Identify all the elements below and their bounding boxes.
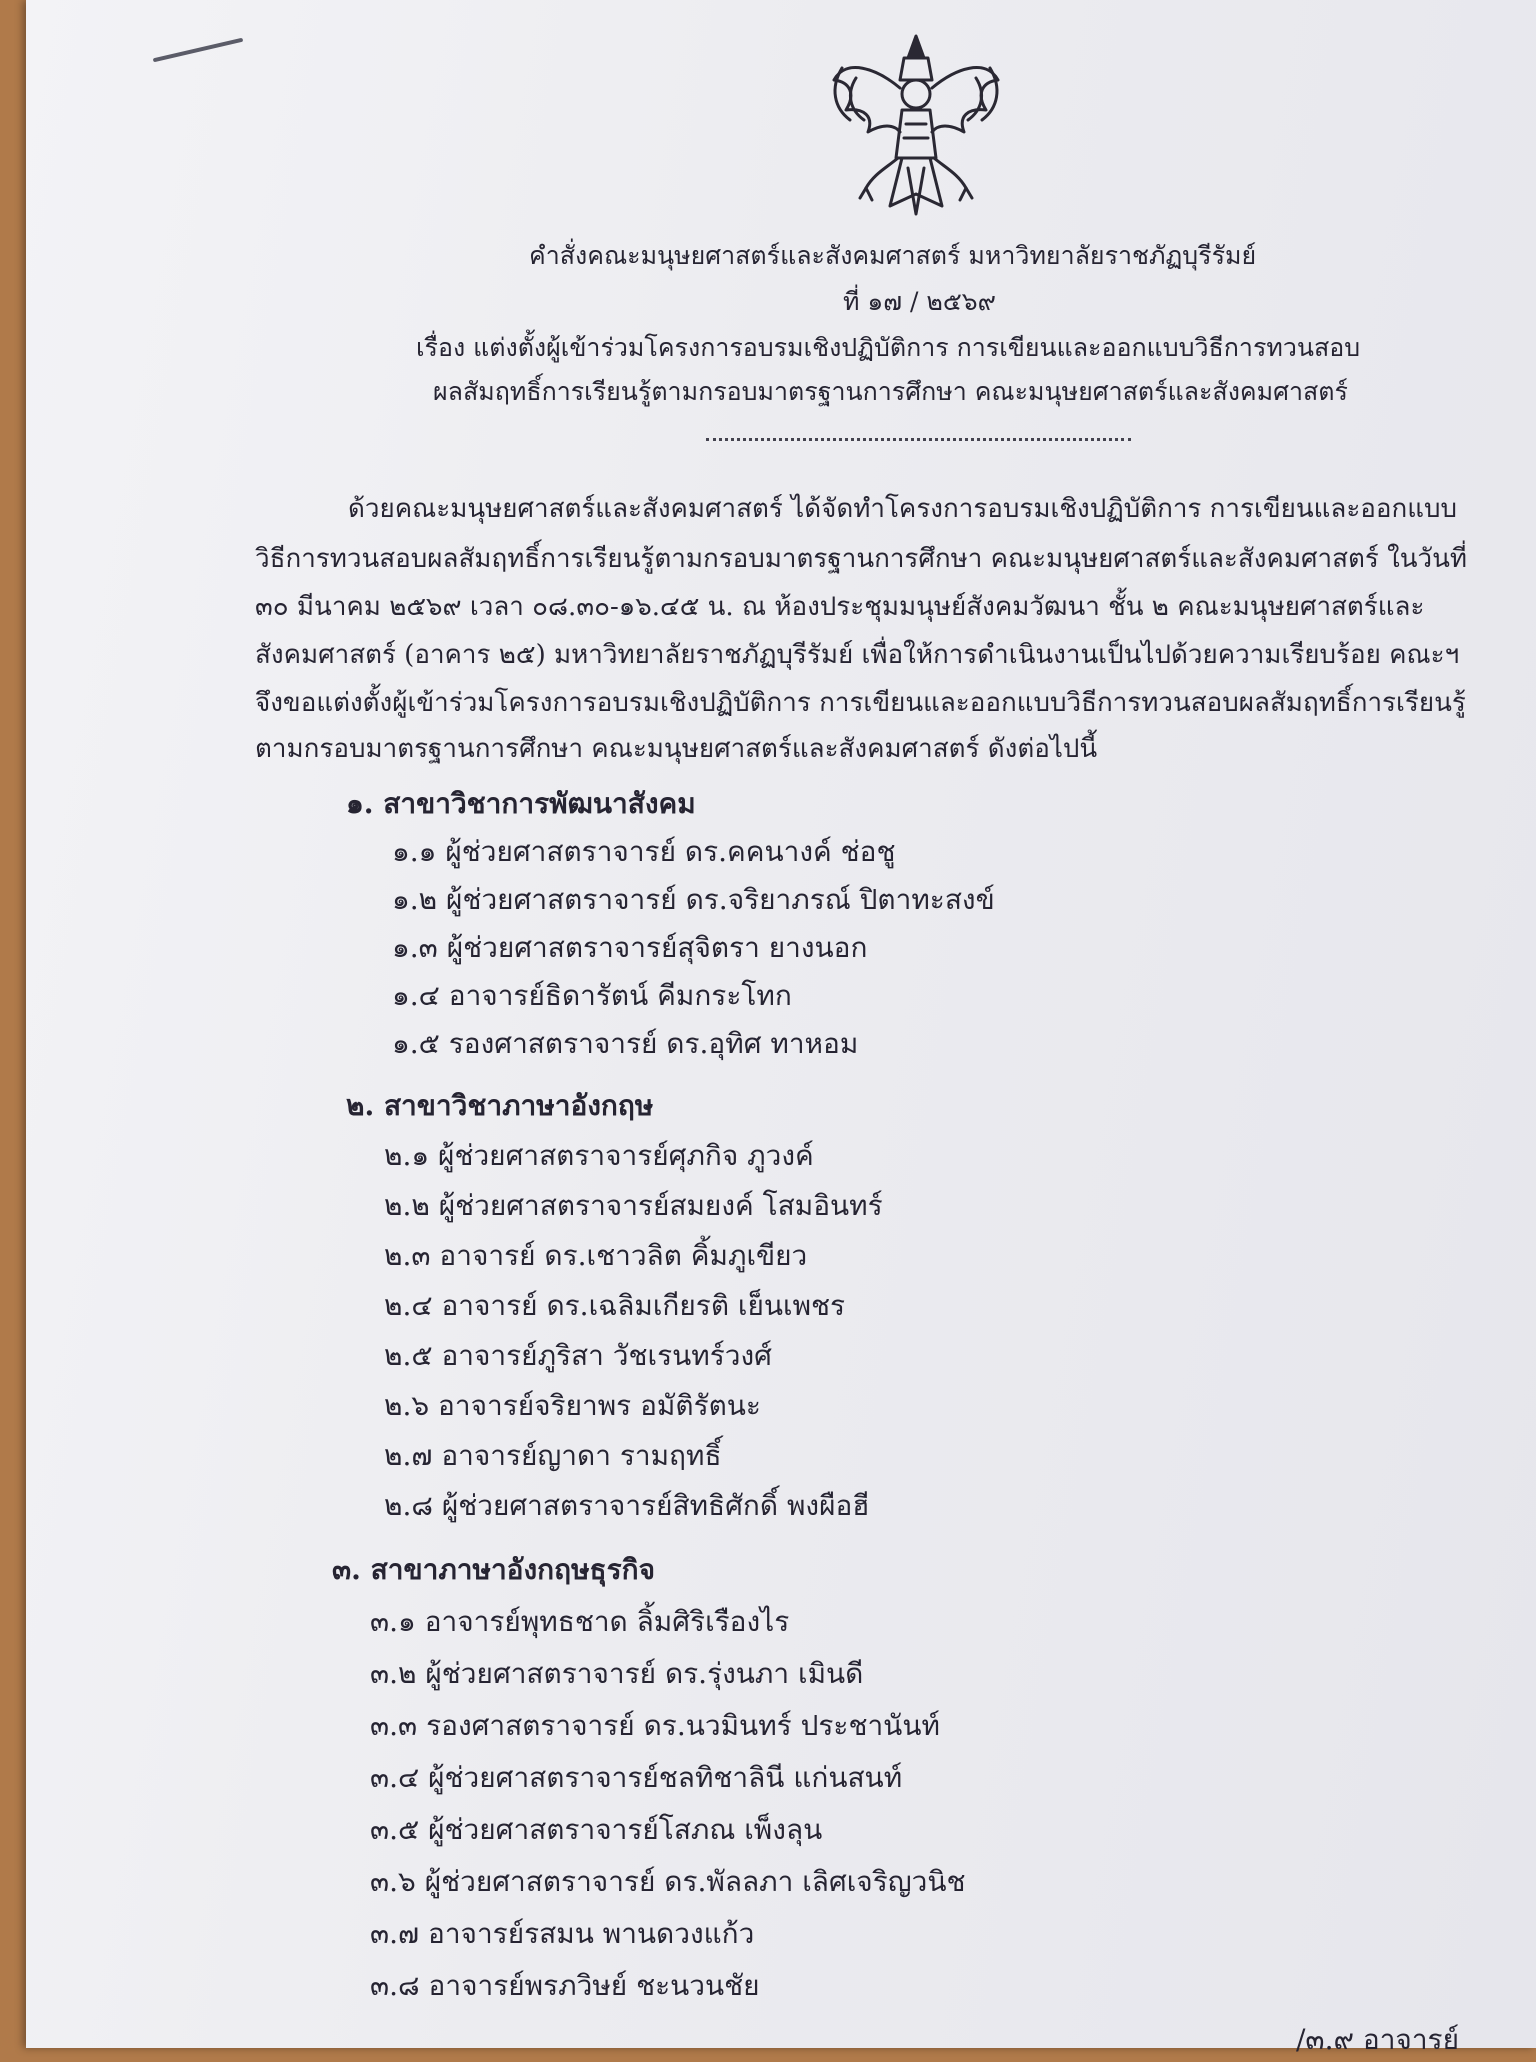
member-item: ๓.๒ ผู้ช่วยศาสตราจารย์ ดร.รุ่งนภา เมินดี xyxy=(370,1657,864,1690)
header-line-1: คำสั่งคณะมนุษยศาสตร์และสังคมศาสตร์ มหาวิทยาลัยราชภัฏบุรีรัมย์ xyxy=(529,241,1257,270)
member-item: ๓.๕ ผู้ช่วยศาสตราจารย์โสภณ เพ็งลุน xyxy=(370,1813,823,1846)
pen-mark xyxy=(153,38,244,63)
body-line: จึงขอแต่งตั้งผู้เข้าร่วมโครงการอบรมเชิงปฏิบัติการ การเขียนและออกแบบวิธีการทวนสอบผลสัมฤทธิ์การเรียนรู้ xyxy=(255,688,1466,718)
document-page xyxy=(26,0,1536,2056)
member-item: ๑.๓ ผู้ช่วยศาสตราจารย์สุจิตรา ยางนอก xyxy=(392,931,868,964)
body-line: ตามกรอบมาตรฐานการศึกษา คณะมนุษยศาสตร์และสังคมศาสตร์ ดังต่อไปนี้ xyxy=(255,734,1098,764)
member-item: ๑.๔ อาจารย์ธิดารัตน์ คีมกระโทก xyxy=(392,979,792,1012)
member-item: ๒.๒ ผู้ช่วยศาสตราจารย์สมยงค์ โสมอินทร์ xyxy=(384,1189,883,1222)
member-item: ๒.๗ อาจารย์ญาดา รามฤทธิ์ xyxy=(384,1439,722,1472)
section-title: ๑. สาขาวิชาการพัฒนาสังคม xyxy=(346,787,696,820)
body-line: ๓๐ มีนาคม ๒๕๖๙ เวลา ๐๘.๓๐-๑๖.๔๕ น. ณ ห้องประชุมมนุษย์สังคมวัฒนา ชั้น ๒ คณะมนุษยศาสตร์และ xyxy=(255,592,1425,622)
body-line: สังคมศาสตร์ (อาคาร ๒๕) มหาวิทยาลัยราชภัฏบุรีรัมย์ เพื่อให้การดำเนินงานเป็นไปด้วยความเรียบร้อย คณะฯ xyxy=(255,640,1460,670)
separator-dotted-line xyxy=(706,438,1131,441)
continuation-marker: /๓.๙ อาจารย์ xyxy=(1296,2023,1459,2056)
member-item: ๓.๘ อาจารย์พรภวิษย์ ชะนวนชัย xyxy=(370,1969,760,2002)
member-item: ๓.๗ อาจารย์รสมน พานดวงแก้ว xyxy=(370,1917,755,1950)
member-item: ๑.๑ ผู้ช่วยศาสตราจารย์ ดร.คคนางค์ ช่อชู xyxy=(392,835,896,868)
member-item: ๒.๘ ผู้ช่วยศาสตราจารย์สิทธิศักดิ์ พงผือฮี xyxy=(384,1489,870,1522)
member-item: ๓.๖ ผู้ช่วยศาสตราจารย์ ดร.พัลลภา เลิศเจริญวนิช xyxy=(370,1865,966,1898)
subject-line-2: ผลสัมฤทธิ์การเรียนรู้ตามกรอบมาตรฐานการศึกษา คณะมนุษยศาสตร์และสังคมศาสตร์ xyxy=(433,377,1348,406)
member-item: ๓.๔ ผู้ช่วยศาสตราจารย์ชลทิชาลินี แก่นสนท์ xyxy=(370,1761,903,1794)
member-item: ๒.๕ อาจารย์ภูริสา วัชเรนทร์วงศ์ xyxy=(384,1339,772,1372)
member-item: ๒.๑ ผู้ช่วยศาสตราจารย์ศุภกิจ ภูวงค์ xyxy=(384,1139,814,1172)
member-item: ๑.๕ รองศาสตราจารย์ ดร.อุทิศ ทาหอม xyxy=(392,1027,859,1060)
subject-line-1: เรื่อง แต่งตั้งผู้เข้าร่วมโครงการอบรมเชิงปฏิบัติการ การเขียนและออกแบบวิธีการทวนสอบ xyxy=(416,333,1361,362)
order-number: ที่ ๑๗ / ๒๕๖๙ xyxy=(843,287,996,316)
body-line: ด้วยคณะมนุษยศาสตร์และสังคมศาสตร์ ได้จัดทำโครงการอบรมเชิงปฏิบัติการ การเขียนและออกแบบ xyxy=(348,494,1458,524)
member-item: ๓.๓ รองศาสตราจารย์ ดร.นวมินทร์ ประชานันท์ xyxy=(370,1709,940,1742)
member-item: ๒.๔ อาจารย์ ดร.เฉลิมเกียรติ เย็นเพชร xyxy=(384,1289,846,1322)
member-item: ๒.๖ อาจารย์จริยาพร อมัติรัตนะ xyxy=(384,1389,761,1422)
body-line: วิธีการทวนสอบผลสัมฤทธิ์การเรียนรู้ตามกรอบมาตรฐานการศึกษา คณะมนุษยศาสตร์และสังคมศาสตร์ ในวันที่ xyxy=(255,544,1468,574)
garuda-emblem-icon xyxy=(816,28,1016,228)
section-title: ๓. สาขาภาษาอังกฤษธุรกิจ xyxy=(332,1553,656,1586)
member-item: ๑.๒ ผู้ช่วยศาสตราจารย์ ดร.จริยาภรณ์ ปิตาทะสงข์ xyxy=(392,883,995,916)
member-item: ๓.๑ อาจารย์พุทธชาด ลิ้มศิริเรืองไร xyxy=(370,1605,790,1638)
section-title: ๒. สาขาวิชาภาษาอังกฤษ xyxy=(346,1089,654,1122)
member-item: ๒.๓ อาจารย์ ดร.เชาวลิต คิ้มภูเขียว xyxy=(384,1239,808,1272)
